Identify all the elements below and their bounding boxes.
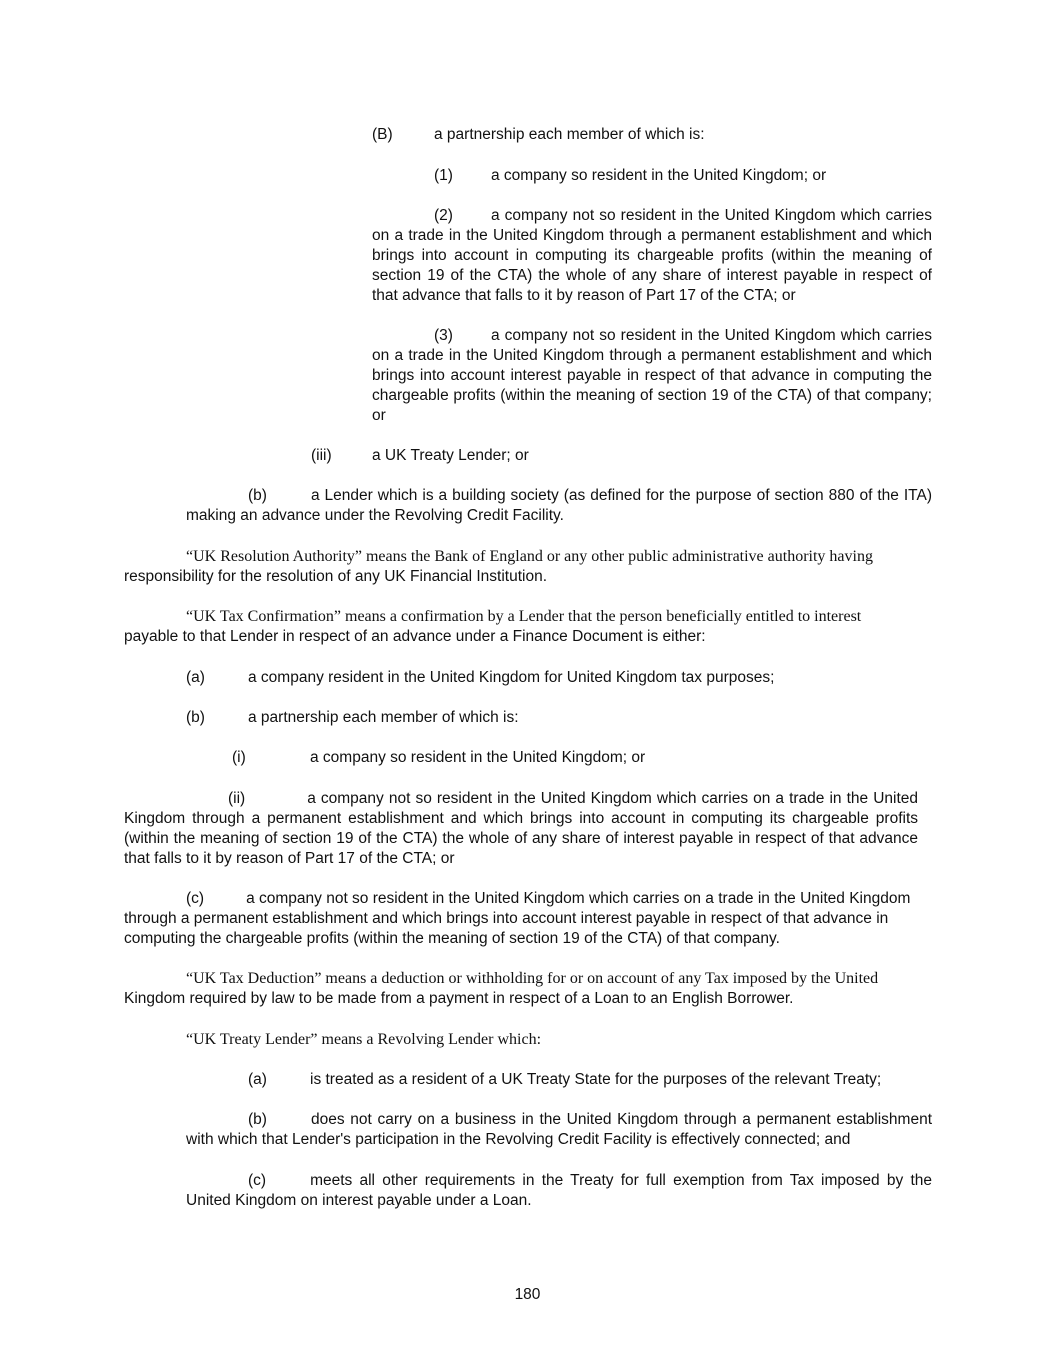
clause-marker: (a) — [186, 669, 205, 686]
clause-marker: (1) — [434, 167, 453, 184]
definition-text: responsibility for the resolution of any UK Financial Institution. — [124, 568, 548, 585]
definition-term: “UK Resolution Authority” means the Bank of England or any other public administrative authority having — [186, 548, 873, 565]
clause-text: a partnership each member of which is: — [434, 126, 705, 143]
tax-confirmation-sub-item-ii — [124, 789, 918, 869]
clause-B-item-3 — [372, 326, 932, 426]
clause-text: a company so resident in the United Kingdom; or — [490, 167, 827, 184]
clause-marker: (i) — [232, 749, 246, 766]
clause-text: a company not so resident in the United Kingdom which carries on a trade in the United Kingdom through a permanent establishment and which brings into account in computing its chargeable profits (within the meaning of section 19 of the CTA) the whole of any share of interest payable in respect of that advance that falls to it by reason of Part 17 of the CTA; or — [372, 207, 932, 304]
treaty-lender-item-b — [186, 1110, 932, 1150]
clause-B-partnership — [372, 125, 932, 145]
clause-text: does not carry on a business in the United Kingdom through a permanent establishment with which that Lender's participation in the Revolving Credit Facility is effectively connected; and — [186, 1111, 932, 1148]
clause-text: a partnership each member of which is: — [248, 709, 519, 726]
clause-text: a Lender which is a building society (as defined for the purpose of section 880 of the ITA) making an advance under the Revolving Credit Facility. — [186, 487, 932, 524]
definition-text: payable to that Lender in respect of an advance under a Finance Document is either: — [124, 628, 706, 645]
definition-uk-treaty-lender — [186, 1030, 932, 1050]
clause-text: a company so resident in the United Kingdom; or — [310, 749, 646, 766]
definition-uk-tax-deduction-cont — [124, 989, 932, 1009]
clause-text: a company resident in the United Kingdom for United Kingdom tax purposes; — [248, 669, 775, 686]
clause-text: a UK Treaty Lender; or — [372, 447, 529, 464]
tax-confirmation-sub-item-i — [232, 748, 932, 768]
clause-marker: (3) — [434, 327, 453, 344]
clause-marker: (b) — [248, 1111, 267, 1128]
definition-term: “UK Tax Confirmation” means a confirmation by a Lender that the person beneficially entitled to interest — [186, 608, 862, 625]
page-number: 180 — [514, 1286, 541, 1303]
clause-marker: (2) — [434, 207, 453, 224]
clause-text: a company not so resident in the United Kingdom which carries on a trade in the United Kingdom through a permanent establishment and which brings into account interest payable in respect of that advance in computing the chargeable profits (within the meaning of section 19 of the CTA) of that company; or — [372, 327, 932, 424]
clause-text: a company not so resident in the United Kingdom which carries on a trade in the United Kingdom through a permanent establishment and which brings into account in computing its chargeable profits (within the meaning of section 19 of the CTA) the whole of any share of interest payable in respect of that advance that falls to it by reason of Part 17 of the CTA; or — [124, 790, 918, 867]
clause-marker: (b) — [248, 487, 267, 504]
tax-confirmation-item-b — [186, 708, 932, 728]
clause-marker: (iii) — [311, 447, 332, 464]
clause-iii — [311, 446, 931, 466]
definition-term: “UK Treaty Lender” means a Revolving Lender which: — [186, 1031, 542, 1048]
tax-confirmation-item-a — [186, 668, 932, 688]
definition-uk-resolution-authority — [124, 547, 930, 567]
definition-uk-resolution-authority-cont — [124, 567, 930, 587]
definition-uk-tax-confirmation-cont — [124, 627, 932, 647]
definition-uk-tax-confirmation — [124, 607, 932, 627]
definition-term: “UK Tax Deduction” means a deduction or withholding for or on account of any Tax imposed by the United — [186, 970, 879, 987]
clause-marker: (ii) — [228, 790, 246, 807]
tax-confirmation-item-c — [124, 889, 926, 949]
clause-marker: (b) — [186, 709, 205, 726]
clause-marker: (a) — [248, 1071, 267, 1088]
clause-B-item-1 — [372, 166, 932, 186]
definition-text: Kingdom required by law to be made from a payment in respect of a Loan to an English Borrower. — [124, 990, 794, 1007]
clause-B-item-2 — [372, 206, 932, 306]
clause-b-building-society — [186, 486, 932, 526]
treaty-lender-item-a — [248, 1070, 932, 1090]
clause-marker: (c) — [248, 1172, 267, 1189]
clause-text: a company not so resident in the United Kingdom which carries on a trade in the United Kingdom through a permanent establishment and which brings into account interest payable in respect of that advance in computing the chargeable profits (within the meaning of section 19 of the CTA) of that company. — [124, 890, 911, 947]
clause-text: is treated as a resident of a UK Treaty State for the purposes of the relevant Treaty; — [310, 1071, 882, 1088]
clause-text: meets all other requirements in the Treaty for full exemption from Tax imposed by the United Kingdom on interest payable under a Loan. — [186, 1172, 932, 1209]
clause-marker: (B) — [372, 126, 393, 143]
definition-uk-tax-deduction — [124, 969, 932, 989]
clause-marker: (c) — [186, 890, 205, 907]
treaty-lender-item-c — [186, 1171, 932, 1211]
